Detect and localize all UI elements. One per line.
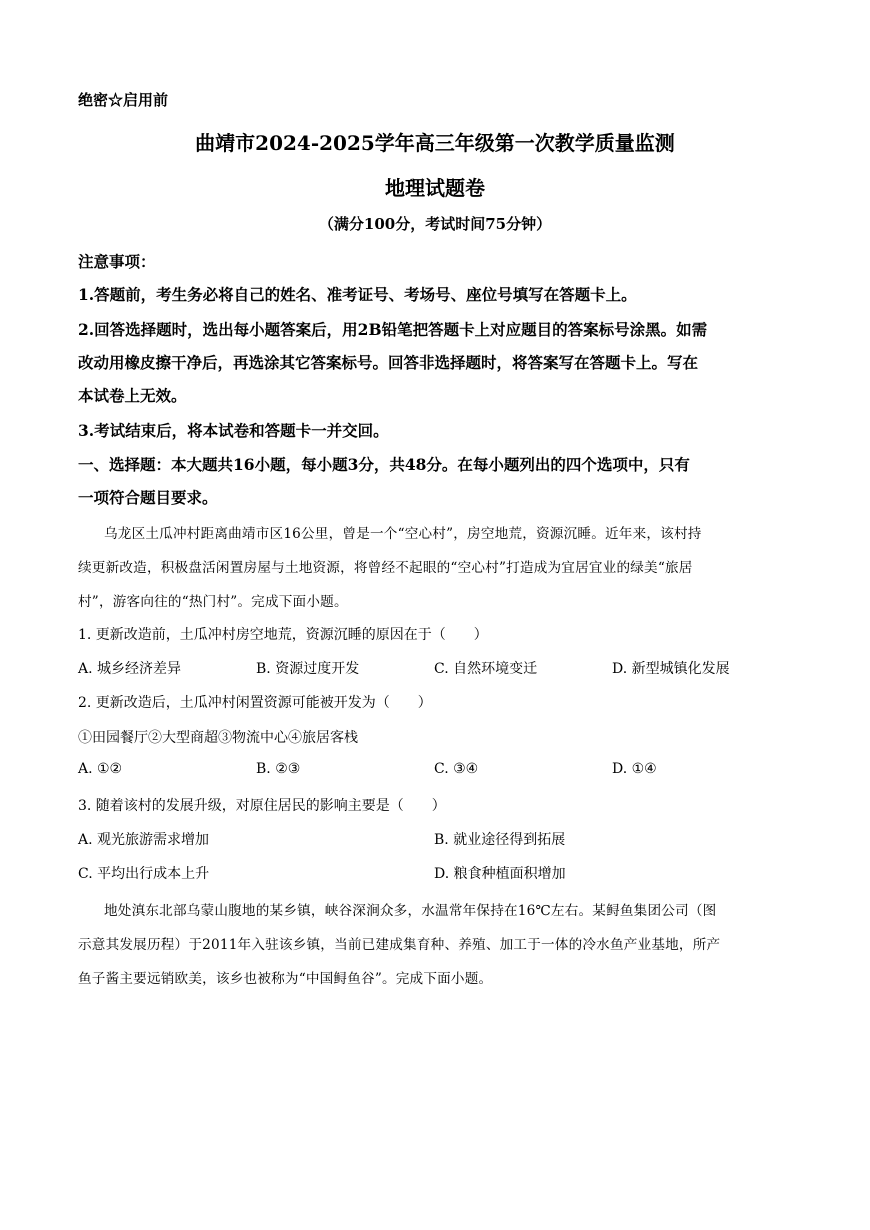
passage-2-line-2: 示意其发展历程）于2011年入驻该乡镇，当前已建成集育种、养殖、加工于一体的冷水鱼产业基地，所产	[78, 937, 721, 953]
instruction-item-2-line-2: 改动用橡皮擦干净后，再选涂其它答案标号。回答非选择题时，将答案写在答题卡上。写在	[78, 353, 699, 372]
passage-1-line-3: 村”，游客向往的“热门村”。完成下面小题。	[78, 594, 348, 610]
instruction-item-2-line-1: 2.回答选择题时，选出每小题答案后，用2B铅笔把答题卡上对应题目的答案标号涂黑。如需	[78, 320, 708, 339]
instruction-item-2-line-3: 本试卷上无效。	[78, 386, 187, 405]
question-3-option-d: D. 粮食种植面积增加	[434, 866, 566, 882]
secret-mark: 绝密☆启用前	[78, 91, 169, 109]
question-1-option-c: C. 自然环境变迁	[434, 661, 538, 677]
passage-2-line-3: 鱼子酱主要远销欧美，该乡也被称为“中国鲟鱼谷”。完成下面小题。	[78, 971, 493, 987]
passage-2-line-1: 地处滇东北部乌蒙山腹地的某乡镇，峡谷深涧众多，水温常年保持在16℃左右。某鲟鱼集团公司（图	[104, 903, 717, 919]
section-heading-line-2: 一项符合题目要求。	[78, 488, 218, 507]
question-2-option-b: B. ②③	[256, 761, 301, 777]
question-1-option-a: A. 城乡经济差异	[78, 661, 182, 677]
question-3-stem: 3. 随着该村的发展升级，对原住居民的影响主要是（ ）	[78, 798, 446, 814]
exam-note: （满分100分，考试时间75分钟）	[318, 215, 552, 233]
question-1-stem: 1. 更新改造前，土瓜冲村房空地荒，资源沉睡的原因在于（ ）	[78, 627, 488, 643]
question-2-items: ①田园餐厅②大型商超③物流中心④旅居客栈	[78, 730, 358, 746]
question-1-option-b: B. 资源过度开发	[256, 661, 360, 677]
question-1-option-d: D. 新型城镇化发展	[612, 661, 730, 677]
passage-1-line-2: 续更新改造，积极盘活闲置房屋与土地资源，将曾经不起眼的“空心村”打造成为宜居宜业的绿美“旅居	[78, 560, 693, 576]
exam-title: 曲靖市2024-2025学年高三年级第一次教学质量监测	[195, 131, 675, 155]
passage-1-line-1: 乌龙区土瓜冲村距离曲靖市区16公里，曾是一个“空心村”，房空地荒，资源沉睡。近年来，该村持	[104, 526, 702, 542]
question-2-option-c: C. ③④	[434, 761, 479, 777]
question-3-option-a: A. 观光旅游需求增加	[78, 832, 210, 848]
exam-subtitle: 地理试题卷	[385, 176, 485, 200]
question-2-stem: 2. 更新改造后，土瓜冲村闲置资源可能被开发为（ ）	[78, 695, 432, 711]
instructions-heading: 注意事项：	[78, 252, 156, 271]
question-3-option-c: C. 平均出行成本上升	[78, 866, 210, 882]
question-2-option-d: D. ①④	[612, 761, 657, 777]
instruction-item-1: 1.答题前，考生务必将自己的姓名、准考证号、考场号、座位号填写在答题卡上。	[78, 285, 637, 304]
section-heading-line-1: 一、选择题：本大题共16小题，每小题3分，共48分。在每小题列出的四个选项中，只有	[78, 455, 690, 474]
instruction-item-3: 3.考试结束后，将本试卷和答题卡一并交回。	[78, 421, 389, 440]
question-3-option-b: B. 就业途径得到拓展	[434, 832, 566, 848]
question-2-option-a: A. ①②	[78, 761, 123, 777]
